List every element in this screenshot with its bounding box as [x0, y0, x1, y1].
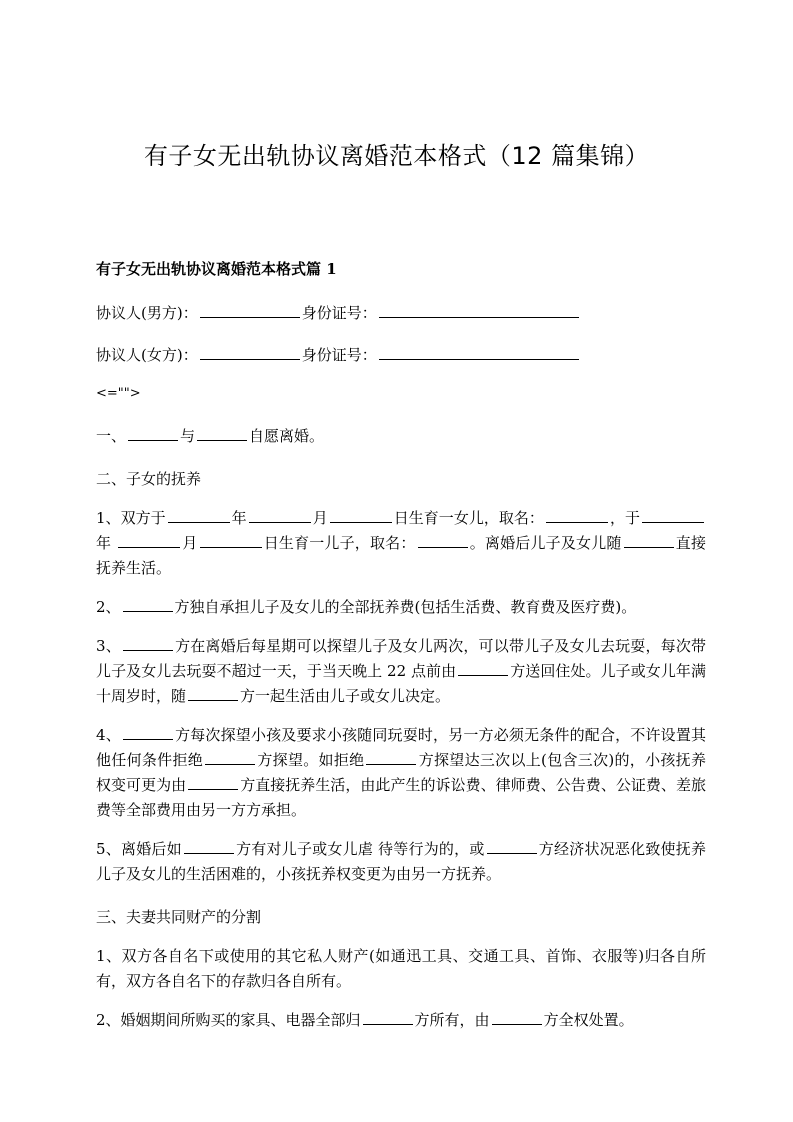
custody-blank	[624, 546, 674, 548]
p4-blank-1	[123, 738, 173, 740]
q2-blank-2	[492, 1023, 542, 1025]
paragraph-3	[96, 634, 706, 709]
property-paragraph-2	[96, 1008, 706, 1033]
p4-blank-2	[205, 763, 255, 765]
male-id-label: 身份证号：	[301, 304, 377, 322]
day-blank-2	[200, 546, 262, 548]
p2-text-a: 2、	[96, 598, 121, 616]
p1-text-d: 日生育一女儿，取名：	[393, 509, 544, 527]
q2-text-c: 方全权处置。	[543, 1011, 634, 1029]
p5-text-a: 5、离婚后如	[96, 840, 182, 858]
month-blank	[249, 521, 311, 523]
property-paragraph-1: 1、双方各自名下或使用的其它私人财产(如通迅工具、交通工具、首饰、衣服等)归各自所有，双方各自名下的存款归各自所有。	[96, 947, 706, 990]
p3-text-d: 方一起生活由儿子或女儿决定。	[240, 687, 451, 705]
day-blank	[330, 521, 392, 523]
section-heading: 有子女无出轨协议离婚范本格式篇 1	[96, 260, 337, 278]
female-party-label: 协议人(女方)：	[96, 346, 198, 364]
p4-blank-3	[366, 763, 416, 765]
document-body	[96, 258, 706, 1046]
month-blank-2	[118, 546, 180, 548]
p5-text-b: 方有对儿子或女儿虐 待等行为的，或	[235, 840, 485, 858]
year-blank-2	[642, 521, 704, 523]
p4-text-c: 方探望。如拒绝	[257, 751, 365, 769]
p4-text-a: 4、	[96, 726, 121, 744]
q2-text-a: 2、婚姻期间所购买的家具、电器全部归	[96, 1011, 361, 1029]
p2-blank	[123, 610, 173, 612]
p1-text-g: 月	[182, 534, 198, 552]
paragraph-1	[96, 506, 706, 581]
p5-text-c: 方经济状况恶化致使抚养儿子及女儿的生活困难的，小孩抚养权变更为由另一方抚养。	[96, 840, 706, 883]
p1-text-j: 直接	[675, 534, 706, 552]
clause-one-and: 与	[180, 427, 196, 445]
year-blank	[168, 521, 230, 523]
clause-one	[96, 424, 706, 449]
p3-blank-3	[188, 699, 238, 701]
son-name-blank	[418, 546, 468, 548]
male-id-blank	[379, 316, 579, 318]
section-two-title: 二、子女的抚养	[96, 470, 202, 488]
p1-text-i: 。离婚后儿子及女儿随	[469, 534, 622, 552]
p4-text-e: 方直接抚养生活，由此产生的诉讼费、律师费、公告费、公证费、差旅费等全部费用由另一方方承担。	[96, 776, 706, 819]
p4-text-d: 方探望达三次以上(包含三次)的，小孩抚养权变可更为由	[96, 751, 706, 794]
daughter-name-blank	[546, 521, 608, 523]
party-a-blank	[128, 439, 178, 441]
document-title: 有子女无出轨协议离婚范本格式（12 篇集锦）	[143, 142, 650, 170]
q2-blank-1	[363, 1023, 413, 1025]
q2-text-b: 方所有，由	[414, 1011, 490, 1029]
p3-blank-1	[123, 649, 173, 651]
clause-one-number: 一、	[96, 427, 127, 445]
female-id-blank	[379, 358, 579, 360]
paragraph-2	[96, 595, 706, 620]
male-party-line	[96, 301, 706, 326]
p3-text-c: 方送回住处。儿子或女儿年满十周岁时，随	[96, 662, 706, 705]
party-b-blank	[197, 439, 247, 441]
p3-blank-2	[458, 674, 508, 676]
p5-blank-2	[487, 852, 537, 854]
male-party-label: 协议人(男方)：	[96, 304, 198, 322]
female-id-label: 身份证号：	[301, 346, 377, 364]
p4-blank-4	[188, 788, 238, 790]
section-three-title: 三、夫妻共同财产的分割	[96, 908, 262, 926]
p3-text-b: 方在离婚后每星期可以探望儿子及女儿两次，可以带儿子及女儿去玩耍，每次带儿子及女儿去玩耍不超过一天，于当天晚上 22 点前由	[96, 637, 706, 680]
clause-one-text: 自愿离婚。	[249, 427, 325, 445]
paragraph-5	[96, 837, 706, 887]
male-name-blank	[200, 316, 300, 318]
p3-text-a: 3、	[96, 637, 121, 655]
p1-text-c: 月	[312, 509, 328, 527]
p5-blank-1	[184, 852, 234, 854]
female-name-blank	[200, 358, 300, 360]
p2-text-b: 方独自承担儿子及女儿的全部抚养费(包括生活费、教育费及医疗费)。	[174, 598, 637, 616]
marker-line: <="">	[96, 386, 141, 401]
p1-text-e: ，于	[609, 509, 640, 527]
paragraph-4	[96, 723, 706, 823]
p1-text-f: 年	[96, 534, 112, 552]
p1-text-k: 抚养生活。	[96, 559, 172, 577]
p1-text-b: 年	[231, 509, 247, 527]
p4-text-b: 方每次探望小孩及要求小孩随同玩耍时，另一方必须无条件的配合，不许设置其他任何条件拒绝	[96, 726, 706, 769]
p1-text-h: 日生育一儿子，取名：	[263, 534, 416, 552]
female-party-line	[96, 343, 706, 368]
p1-text-a: 1、双方于	[96, 509, 166, 527]
